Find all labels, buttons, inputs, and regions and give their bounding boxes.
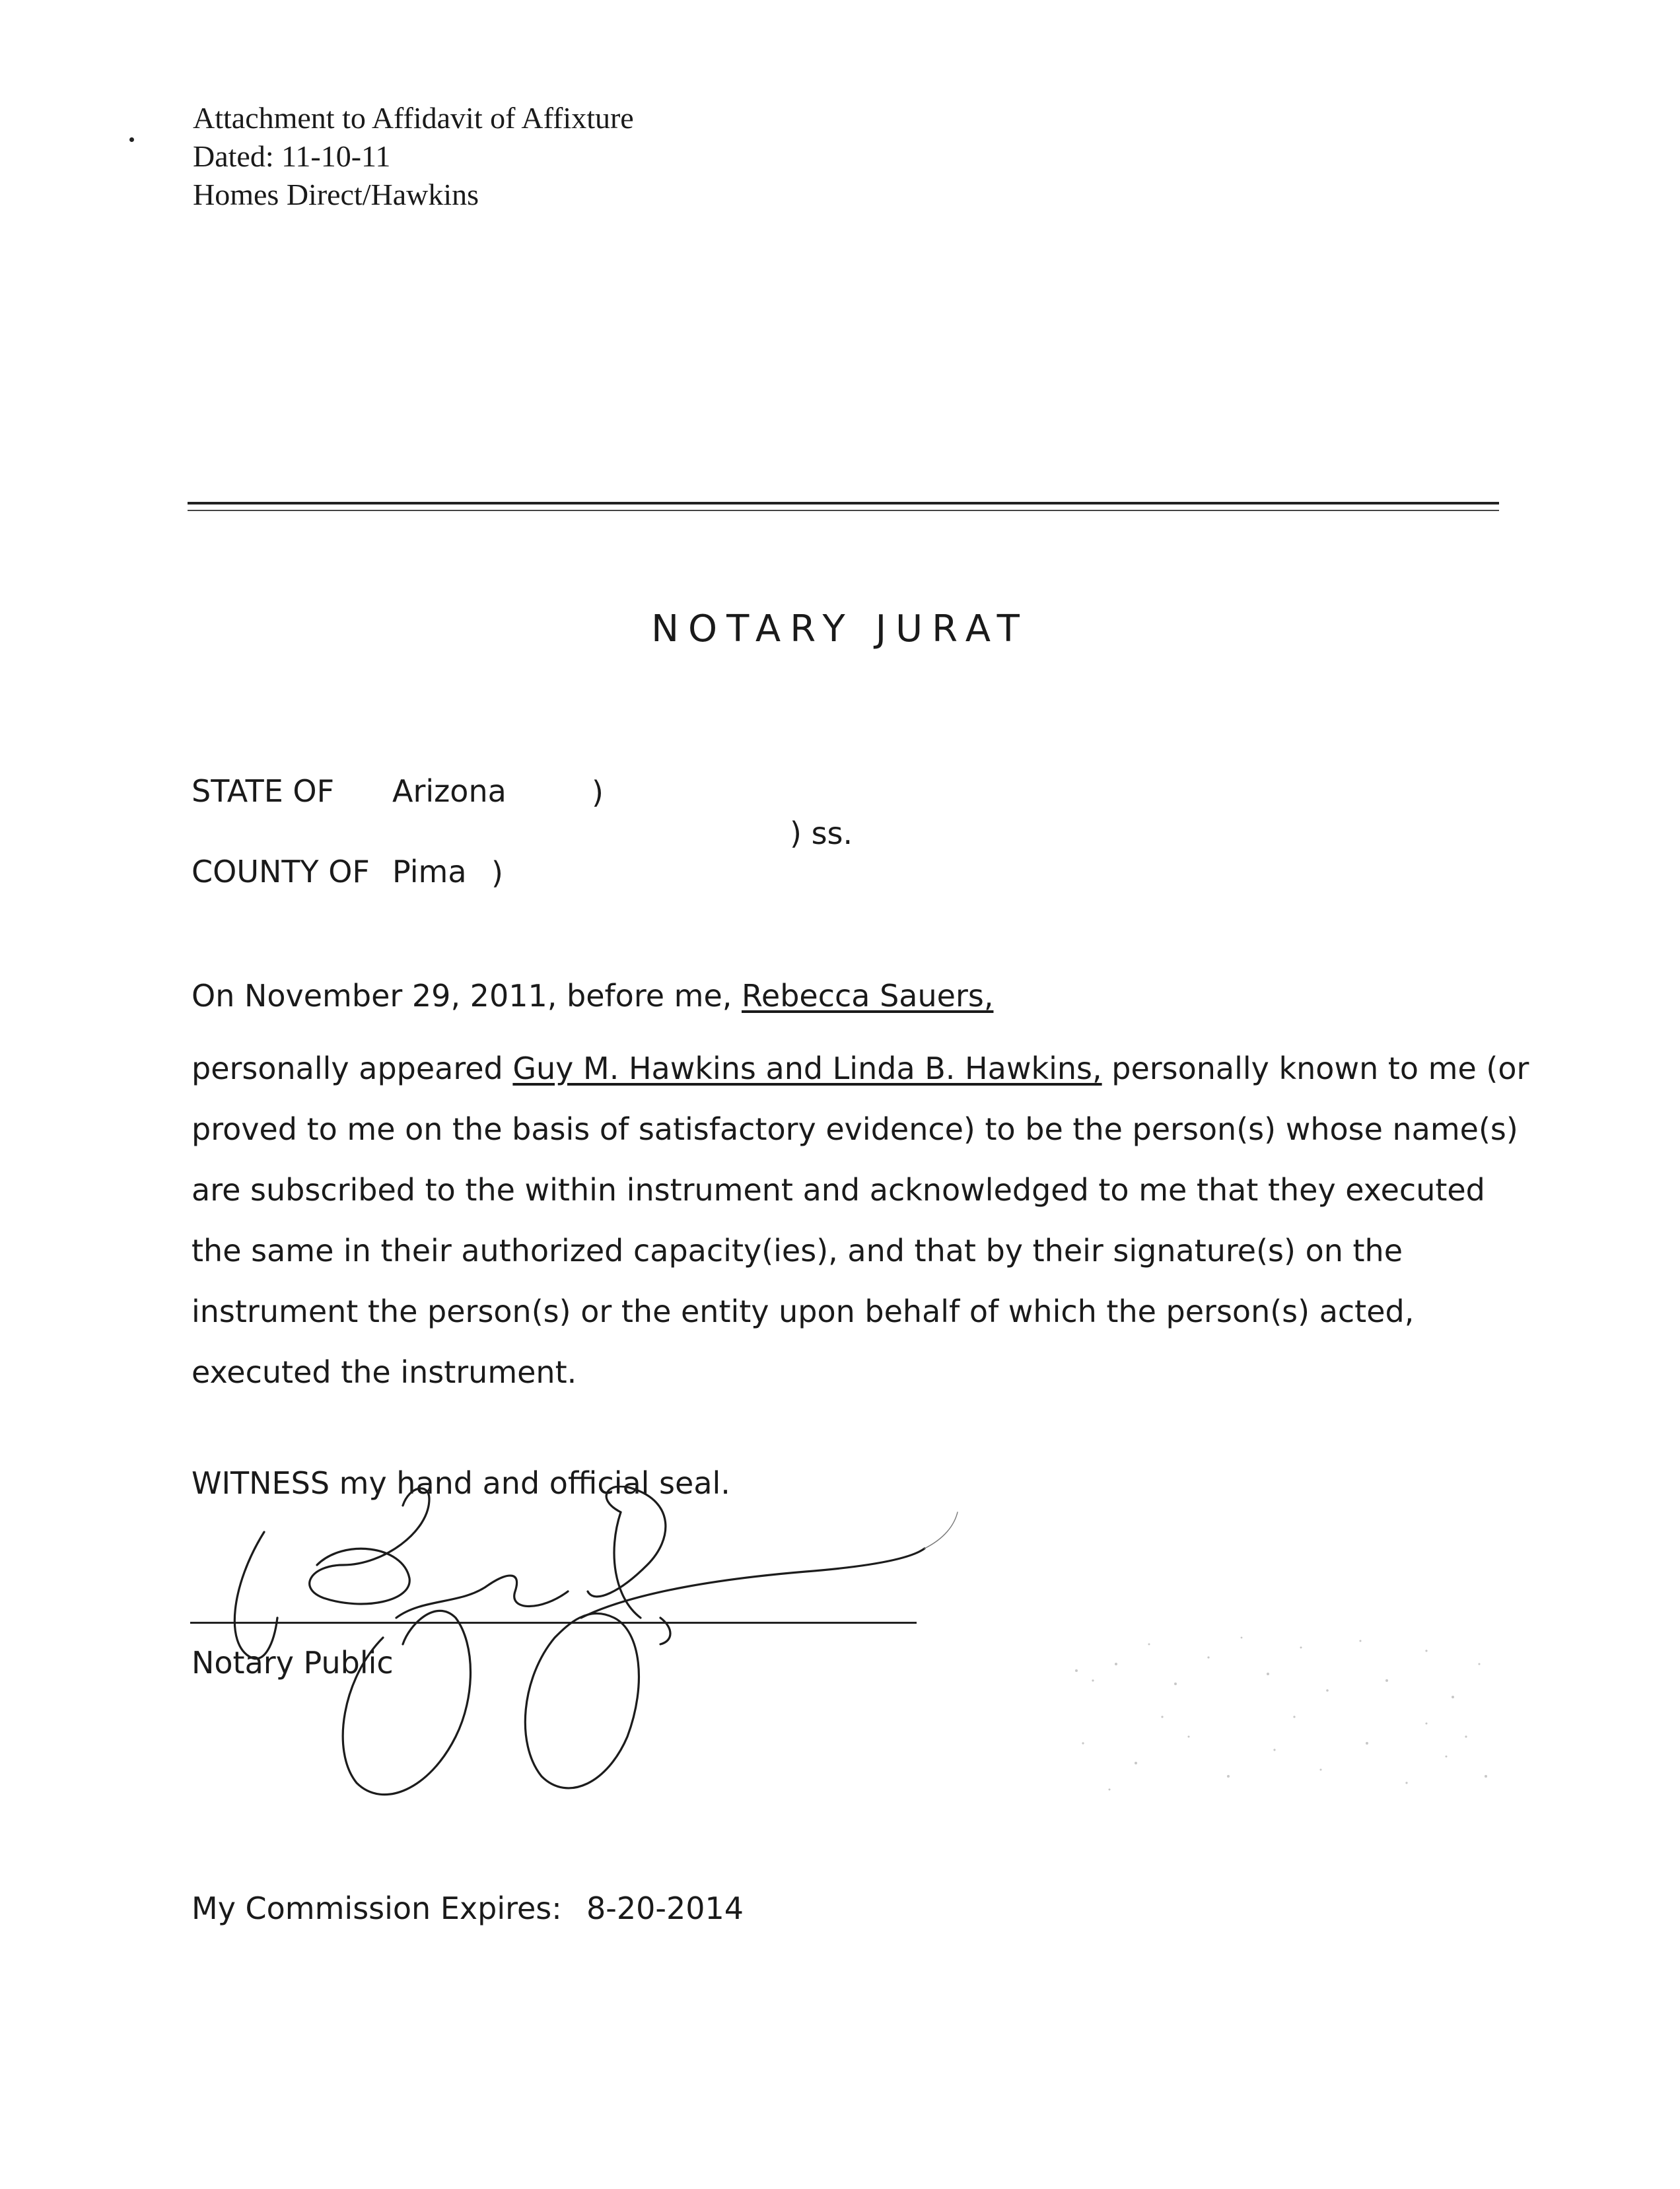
document-title: NOTARY JURAT (651, 608, 1029, 650)
divider-rule-top (188, 502, 1499, 504)
header-line-attachment: Attachment to Affidavit of Affixture (193, 101, 634, 135)
county-value: Pima (392, 854, 467, 889)
faint-seal-impression (1057, 1618, 1506, 1809)
jurat-date-text: On November 29, 2011, before me, (192, 978, 742, 1014)
header-line-parties: Homes Direct/Hawkins (193, 178, 479, 211)
state-paren: ) (592, 775, 604, 810)
commission-expires-value: 8-20-2014 (586, 1891, 744, 1926)
stray-mark (129, 137, 134, 142)
notary-public-label: Notary Public (192, 1645, 394, 1681)
signer-names: Guy M. Hawkins and Linda B. Hawkins, (512, 1051, 1102, 1086)
jurat-statement: personally known to me (or proved to me on the basis of satisfactory evidence) to be the person(s) whose name(s) are subscribed to the within instrument and acknowledged to me that they executed the same in their authorized capacity(ies), and that by their signature(s) on the instrument the person(s) or the entity upon behalf of which the person(s) acted, executed the instrument. (192, 1051, 1529, 1390)
county-label: COUNTY OF (192, 854, 370, 889)
ss-marker: ) ss. (790, 816, 853, 851)
state-label: STATE OF (192, 773, 335, 809)
divider-rule-bottom (188, 510, 1499, 511)
jurat-body-paragraph (192, 1038, 1539, 1403)
jurat-date-line (192, 977, 993, 1014)
appeared-text: personally appeared (192, 1051, 513, 1086)
handwritten-signature (211, 1486, 971, 1803)
notary-name: Rebecca Sauers, (742, 978, 994, 1014)
witness-statement: WITNESS my hand and official seal. (192, 1465, 730, 1501)
header-line-dated: Dated: 11-10-11 (193, 139, 391, 173)
state-value: Arizona (392, 773, 507, 809)
commission-expires-label: My Commission Expires: (192, 1891, 562, 1926)
county-paren: ) (491, 855, 503, 891)
